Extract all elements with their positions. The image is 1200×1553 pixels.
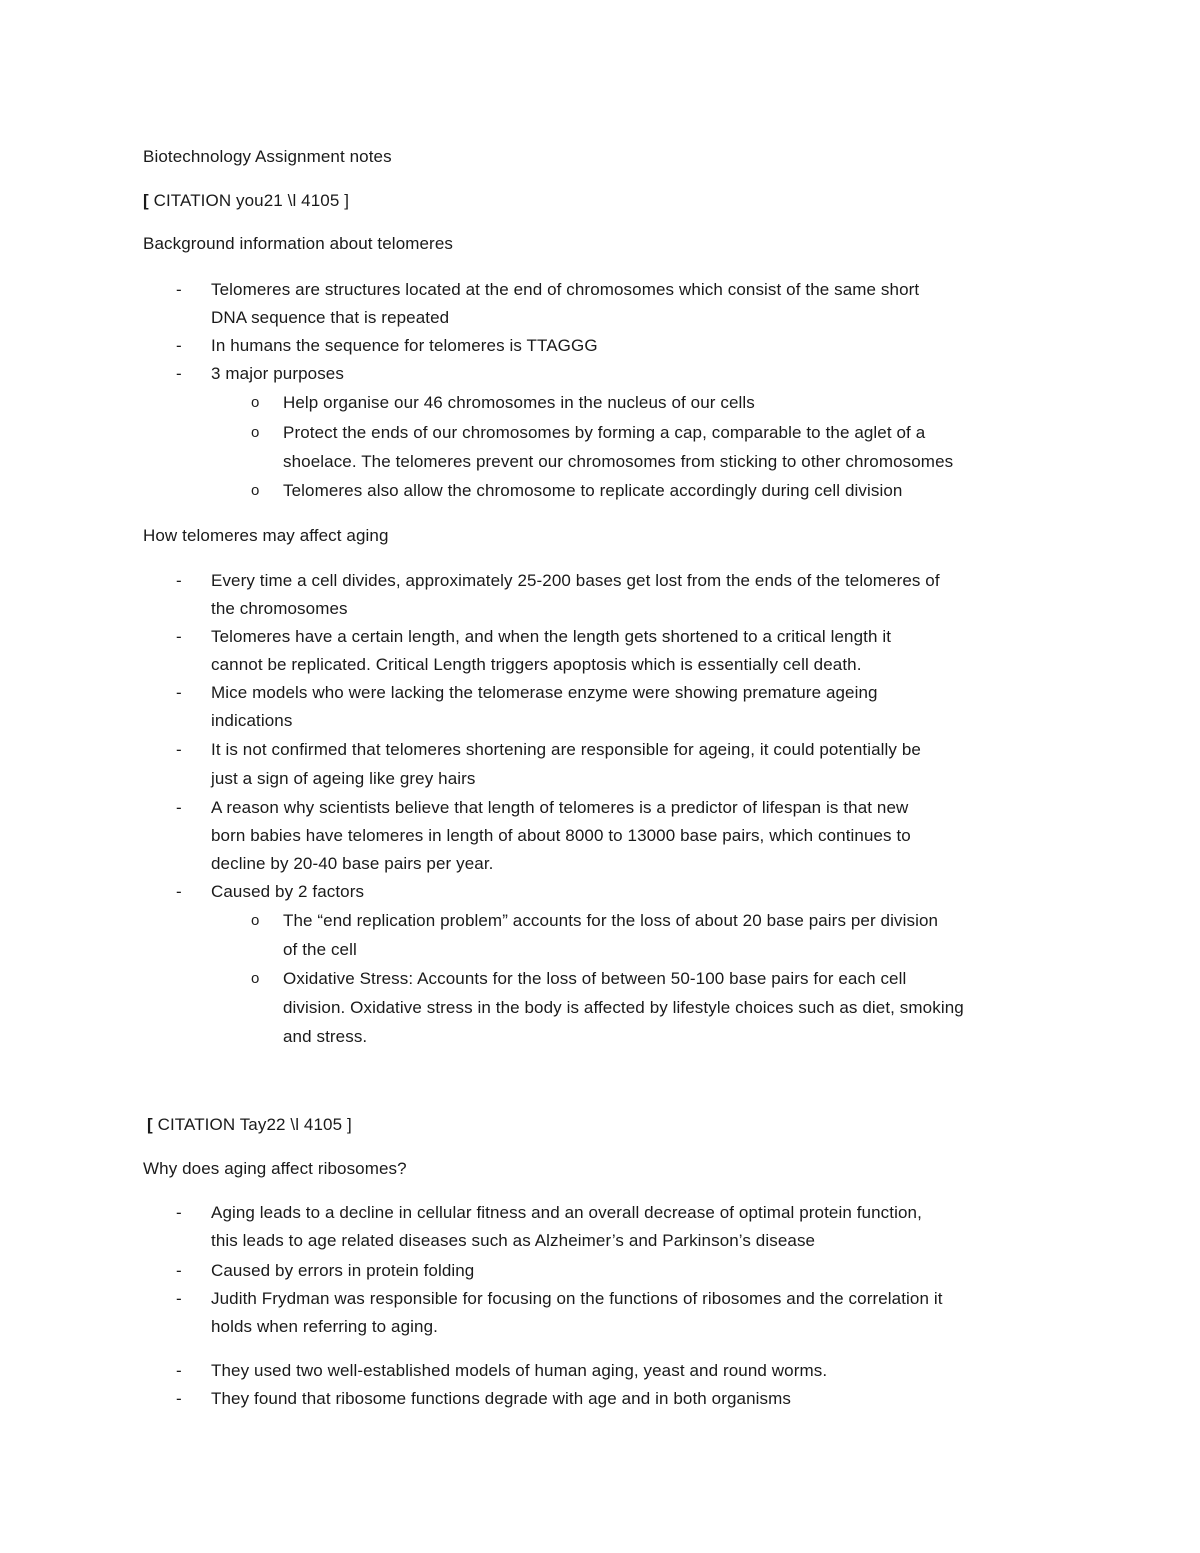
dash-bullet: -: [176, 683, 182, 702]
dash-bullet: -: [176, 1289, 182, 1308]
circle-bullet: o: [251, 970, 260, 987]
list-item-continuation: decline by 20-40 base pairs per year.: [211, 854, 494, 873]
circle-bullet: o: [251, 912, 260, 929]
circle-bullet: o: [251, 424, 260, 441]
sub-list-item: The “end replication problem” accounts for the loss of about 20 base pairs per division: [283, 911, 939, 930]
sub-list-item: Protect the ends of our chromosomes by forming a cap, comparable to the aglet of a: [283, 423, 926, 442]
list-item-continuation: the chromosomes: [211, 599, 348, 618]
list-item-continuation: holds when referring to aging.: [211, 1317, 438, 1336]
dash-bullet: -: [176, 571, 182, 590]
dash-bullet: -: [176, 280, 182, 299]
sub-list-item-continuation: of the cell: [283, 940, 357, 959]
sub-list-item: Help organise our 46 chromosomes in the nucleus of our cells: [283, 393, 755, 412]
list-item: They used two well-established models of human aging, yeast and round worms.: [211, 1361, 828, 1380]
list-item-continuation: this leads to age related diseases such as Alzheimer’s and Parkinson’s disease: [211, 1231, 816, 1250]
dash-bullet: -: [176, 1203, 182, 1222]
dash-bullet: -: [176, 1261, 182, 1280]
dash-bullet: -: [176, 798, 182, 817]
sub-list-item-continuation: shoelace. The telomeres prevent our chromosomes from sticking to other chromosomes: [283, 452, 954, 471]
list-item: Mice models who were lacking the telomerase enzyme were showing premature ageing: [211, 683, 878, 702]
list-item: Judith Frydman was responsible for focusing on the functions of ribosomes and the correlation it: [211, 1289, 943, 1308]
list-item-continuation: just a sign of ageing like grey hairs: [211, 769, 476, 788]
document-title: Biotechnology Assignment notes: [143, 147, 392, 166]
list-item-continuation: DNA sequence that is repeated: [211, 308, 450, 327]
citation-text: CITATION Tay22 \l 4105: [152, 1115, 347, 1134]
list-item-continuation: indications: [211, 711, 293, 730]
sub-list-item: Telomeres also allow the chromosome to replicate accordingly during cell division: [283, 481, 903, 500]
section-heading: Background information about telomeres: [143, 234, 453, 253]
dash-bullet: -: [176, 1361, 182, 1380]
dash-bullet: -: [176, 740, 182, 759]
citation-open-bracket: [: [147, 1115, 153, 1134]
sub-list-item-continuation: and stress.: [283, 1027, 368, 1046]
list-item: In humans the sequence for telomeres is TTAGGG: [211, 336, 598, 355]
citation-open-bracket: [: [143, 191, 149, 210]
list-item: 3 major purposes: [211, 364, 344, 383]
citation-field: [147, 1110, 352, 1139]
list-item: Aging leads to a decline in cellular fitness and an overall decrease of optimal protein function,: [211, 1203, 922, 1222]
dash-bullet: -: [176, 627, 182, 646]
dash-bullet: -: [176, 336, 182, 355]
dash-bullet: -: [176, 1389, 182, 1408]
section-heading: How telomeres may affect aging: [143, 526, 389, 545]
section-heading: Why does aging affect ribosomes?: [143, 1159, 407, 1178]
dash-bullet: -: [176, 364, 182, 383]
list-item: A reason why scientists believe that length of telomeres is a predictor of lifespan is that new: [211, 798, 909, 817]
citation-text: CITATION you21 \l 4105: [148, 191, 345, 210]
citation-close-bracket: ]: [344, 191, 350, 210]
list-item: Caused by 2 factors: [211, 882, 365, 901]
sub-list-item: Oxidative Stress: Accounts for the loss of between 50-100 base pairs for each cell: [283, 969, 907, 988]
citation-close-bracket: ]: [346, 1115, 352, 1134]
circle-bullet: o: [251, 482, 260, 499]
list-item: Every time a cell divides, approximately 25-200 bases get lost from the ends of the telomeres of: [211, 571, 940, 590]
list-item-continuation: cannot be replicated. Critical Length triggers apoptosis which is essentially cell death.: [211, 655, 862, 674]
list-item: Telomeres have a certain length, and when the length gets shortened to a critical length it: [211, 627, 892, 646]
list-item: It is not confirmed that telomeres shortening are responsible for ageing, it could potentially be: [211, 740, 921, 759]
list-item: Caused by errors in protein folding: [211, 1261, 475, 1280]
list-item-continuation: born babies have telomeres in length of about 8000 to 13000 base pairs, which continues to: [211, 826, 911, 845]
list-item: Telomeres are structures located at the end of chromosomes which consist of the same short: [211, 280, 920, 299]
sub-list-item-continuation: division. Oxidative stress in the body is affected by lifestyle choices such as diet, smoking: [283, 998, 964, 1017]
dash-bullet: -: [176, 882, 182, 901]
citation-field: [143, 186, 349, 215]
circle-bullet: o: [251, 394, 260, 411]
list-item: They found that ribosome functions degrade with age and in both organisms: [211, 1389, 791, 1408]
